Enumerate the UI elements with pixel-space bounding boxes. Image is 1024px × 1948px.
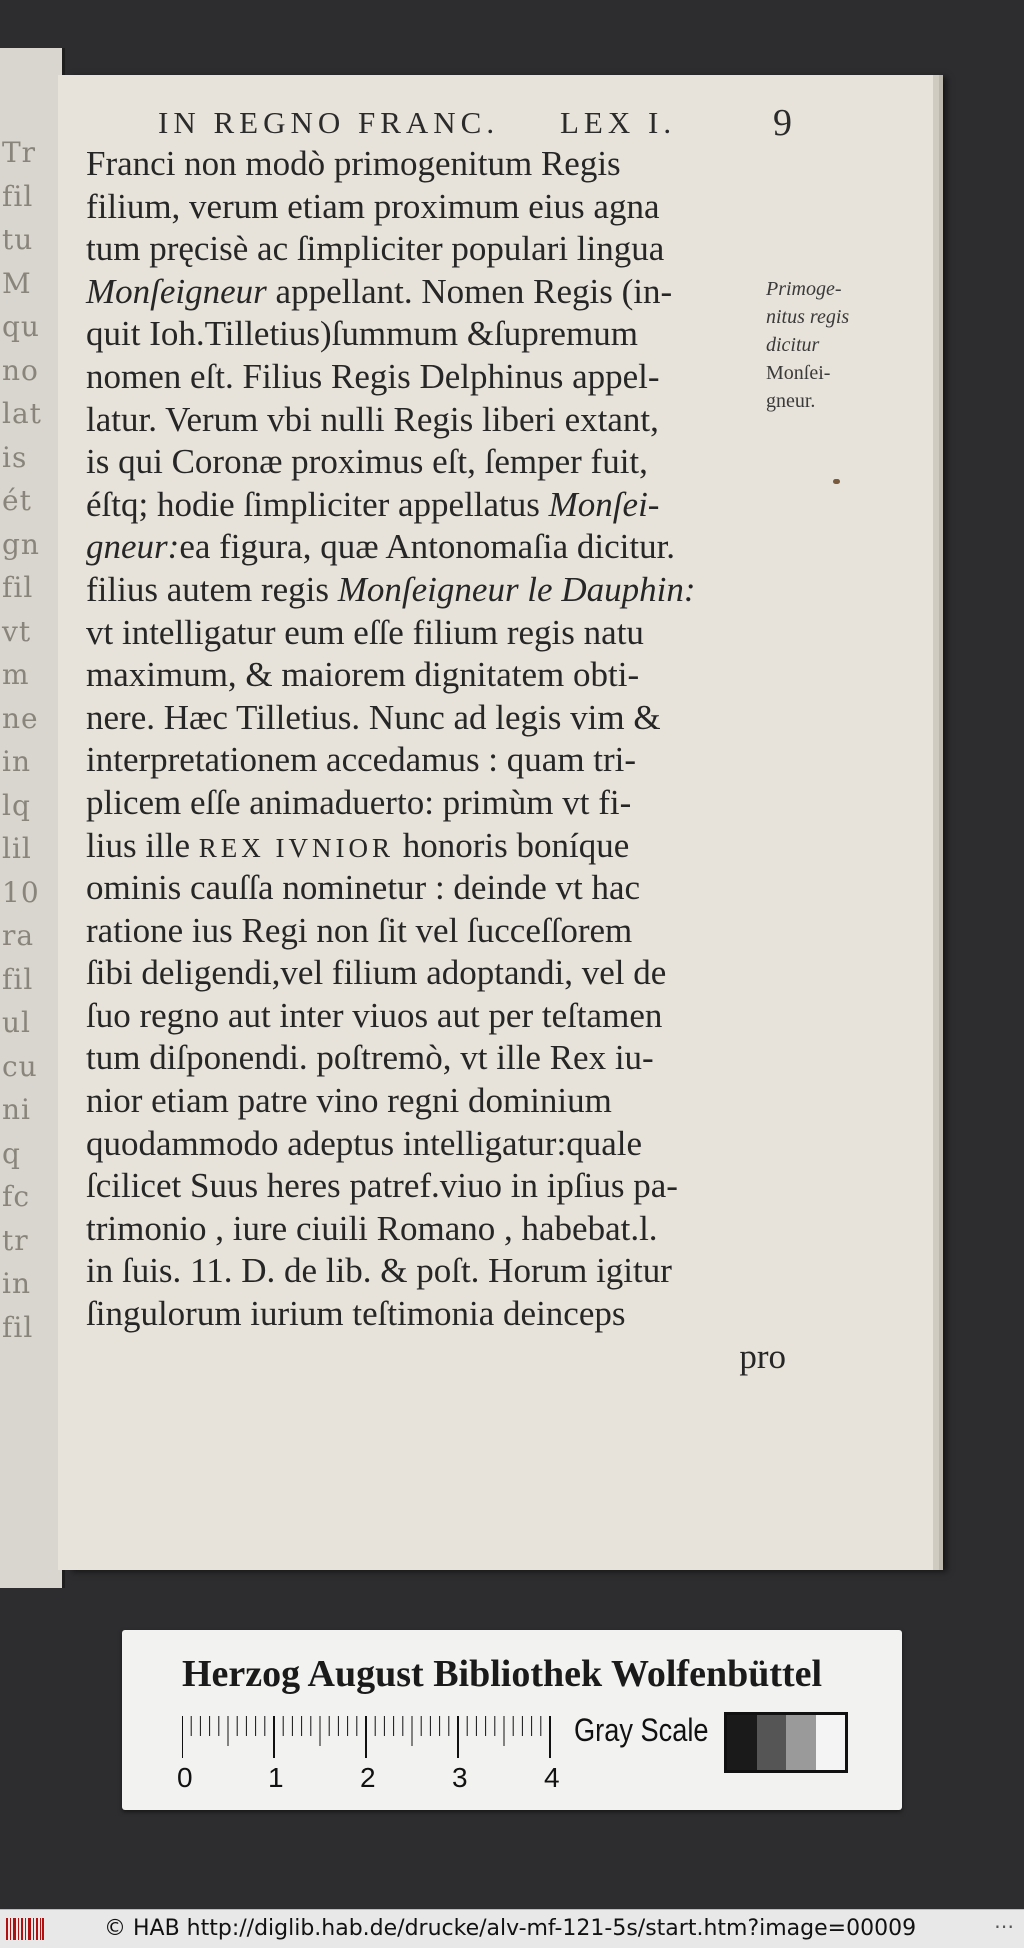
text-segment: appellant. Nomen Regis (in- (266, 271, 673, 311)
marginal-note-line: nitus regis (766, 306, 850, 328)
left-page-fragment: lil (2, 832, 32, 865)
text-line (86, 228, 786, 271)
left-page-fragment: lat (2, 397, 42, 430)
paper-spot (833, 479, 840, 484)
ruler-number: 1 (268, 1762, 284, 1793)
text-segment: Monſei- (548, 484, 660, 524)
marginal-note-line: dicitur (766, 334, 820, 356)
left-page-fragment: tu (2, 223, 34, 256)
marginal-note-line: Monſei- (766, 362, 831, 384)
left-page-fragment: vt (2, 614, 32, 648)
left-page-fragment: m (2, 658, 30, 691)
text-segment: vt intelligatur eum eſſe filium regis natu (86, 612, 644, 652)
text-line (86, 1123, 786, 1166)
scale-ruler (177, 1710, 582, 1800)
text-segment: gneur: (86, 527, 180, 567)
text-segment: quodammodo adeptus intelligatur:quale (86, 1123, 642, 1163)
text-segment: ſcilicet Suus heres patref.viuo in ipſius pa- (86, 1166, 678, 1206)
ruler-number: 4 (544, 1762, 560, 1793)
book-page (58, 75, 933, 1570)
text-segment: ſibi deligendi,vel filium adoptandi, vel de (86, 953, 667, 993)
left-page-fragment: M (2, 266, 32, 300)
left-page-fragment: fil (2, 571, 34, 604)
text-line (86, 399, 786, 442)
library-name: Herzog August Bibliothek Wolfenbüttel (182, 1653, 823, 1695)
left-page-fragment: lq (2, 788, 31, 822)
left-page-fragment: fil (2, 1310, 34, 1344)
text-segment: nior etiam patre vino regni dominium (86, 1081, 612, 1121)
text-line (86, 313, 786, 356)
barcode-icon (6, 1918, 44, 1940)
text-segment: latur. Verum vbi nulli Regis liberi extant, (86, 399, 659, 439)
left-page-fragment: ni (2, 1093, 31, 1126)
gray-swatch (727, 1715, 757, 1770)
page-number: 9 (773, 102, 792, 144)
left-page-fragment: tr (2, 1223, 29, 1257)
marginal-note (766, 275, 906, 415)
text-line (86, 441, 786, 484)
left-page-fragment: cu (2, 1049, 38, 1083)
left-page-fragment: ul (2, 1006, 31, 1039)
left-page-fragment: q (2, 1136, 21, 1170)
text-line (86, 825, 786, 868)
text-line (86, 952, 786, 995)
gray-scale-label: Gray Scale (574, 1712, 709, 1748)
ellipsis-icon[interactable]: ⋯ (994, 1914, 1014, 1938)
library-label (122, 1630, 902, 1810)
marginal-note-line: Primoge- (766, 278, 842, 300)
left-page-fragment: fc (2, 1180, 31, 1213)
text-line (86, 1293, 786, 1336)
header-law-number: LEX I. (560, 105, 677, 140)
text-line (86, 1080, 786, 1123)
text-segment: filium, verum etiam proximum eius agna (86, 186, 660, 226)
text-line (86, 271, 786, 314)
facing-left-page (0, 48, 65, 1588)
text-segment: Monſeigneur (86, 271, 267, 311)
header-section-title: IN REGNO FRANC. (158, 105, 500, 140)
ruler-ticks (182, 1710, 582, 1770)
text-line (86, 654, 786, 697)
left-page-fragment: 10 (2, 875, 40, 909)
text-line (86, 697, 786, 740)
text-line (86, 356, 786, 399)
ruler-number: 0 (177, 1762, 193, 1793)
text-segment: filius autem regis (86, 569, 338, 609)
left-page-fragment: no (2, 353, 39, 387)
text-line (86, 782, 786, 825)
left-page-fragment: ra (2, 919, 35, 952)
ruler-number: 2 (360, 1762, 376, 1793)
text-segment: quit Ioh.Tilletius)ſummum &ſupremum (86, 314, 638, 354)
left-page-fragment: ét (2, 484, 32, 517)
text-line (86, 186, 786, 229)
text-segment: REX IVNIOR (198, 832, 395, 863)
text-segment: plicem eſſe animaduerto: primùm vt fi- (86, 782, 632, 822)
text-segment: ea figura, quæ Antonomaſia dicitur. (179, 527, 676, 567)
text-segment: trimonio , iure ciuili Romano , habebat.l. (86, 1208, 658, 1248)
body-text (86, 143, 786, 1378)
text-segment: nomen eſt. Filius Regis Delphinus appel- (86, 356, 660, 396)
text-line (86, 612, 786, 655)
text-segment: ſuo regno aut inter viuos aut per teſtamen (86, 995, 663, 1035)
text-line (86, 1250, 786, 1293)
left-page-fragment: in (2, 1267, 31, 1300)
text-line (86, 143, 786, 186)
text-line (86, 1208, 786, 1251)
gray-swatch (757, 1715, 787, 1770)
left-page-fragment: fil (2, 962, 34, 996)
text-segment: Monſeigneur le Dauphin: (337, 569, 696, 609)
text-segment: in ſuis. 11. D. de lib. & poſt. Horum igitur (86, 1251, 672, 1291)
left-page-fragment: is (2, 440, 28, 474)
left-page-fragment: in (2, 745, 31, 778)
gray-swatch (816, 1715, 846, 1770)
left-page-fragment: gn (2, 527, 40, 561)
text-segment: ominis cauſſa nominetur : deinde vt hac (86, 868, 641, 908)
text-line (86, 484, 786, 527)
text-line (86, 526, 786, 569)
text-segment: nere. Hæc Tilletius. Nunc ad legis vim & (86, 697, 661, 737)
ruler-number: 3 (452, 1762, 468, 1793)
left-page-fragment: qu (2, 310, 40, 343)
text-segment: tum diſponendi. poſtremò, vt ille Rex iu- (86, 1038, 654, 1078)
footer-bar (0, 1909, 1024, 1948)
text-line (86, 867, 786, 910)
text-segment: is qui Coronæ proximus eſt, ſemper fuit, (86, 442, 648, 482)
text-segment: tum pręcisè ac ſimpliciter populari lingua (86, 229, 665, 269)
left-page-fragment: ne (2, 701, 39, 735)
text-segment: pro (739, 1336, 786, 1376)
text-line (86, 995, 786, 1038)
text-line (86, 739, 786, 782)
text-segment: éſtq; hodie ſimpliciter appellatus (86, 484, 549, 524)
text-line (86, 1336, 786, 1379)
text-line (86, 569, 786, 612)
text-segment: lius ille (86, 825, 199, 865)
marginal-note-line: gneur. (766, 390, 816, 412)
text-segment: ſingulorum iurium teſtimonia deinceps (86, 1294, 626, 1334)
text-line (86, 910, 786, 953)
text-segment: interpretationem accedamus : quam tri- (86, 740, 637, 780)
text-segment: maximum, & maiorem dignitatem obti- (86, 655, 640, 695)
gray-scale-swatches (724, 1712, 848, 1773)
text-line (86, 1165, 786, 1208)
text-segment: ratione ius Regi non ſit vel ſucceſſorem (86, 910, 633, 950)
text-segment: honoris boníque (394, 825, 630, 865)
text-segment: Franci non modò primogenitum Regis (86, 144, 621, 183)
left-page-fragment: fil (2, 179, 34, 213)
text-line (86, 1037, 786, 1080)
gray-swatch (786, 1715, 816, 1770)
left-page-fragment: Tr (2, 136, 37, 169)
copyright-url[interactable]: © HAB http://diglib.hab.de/drucke/alv-mf-121-5s/start.htm?image=00009 (104, 1916, 917, 1941)
